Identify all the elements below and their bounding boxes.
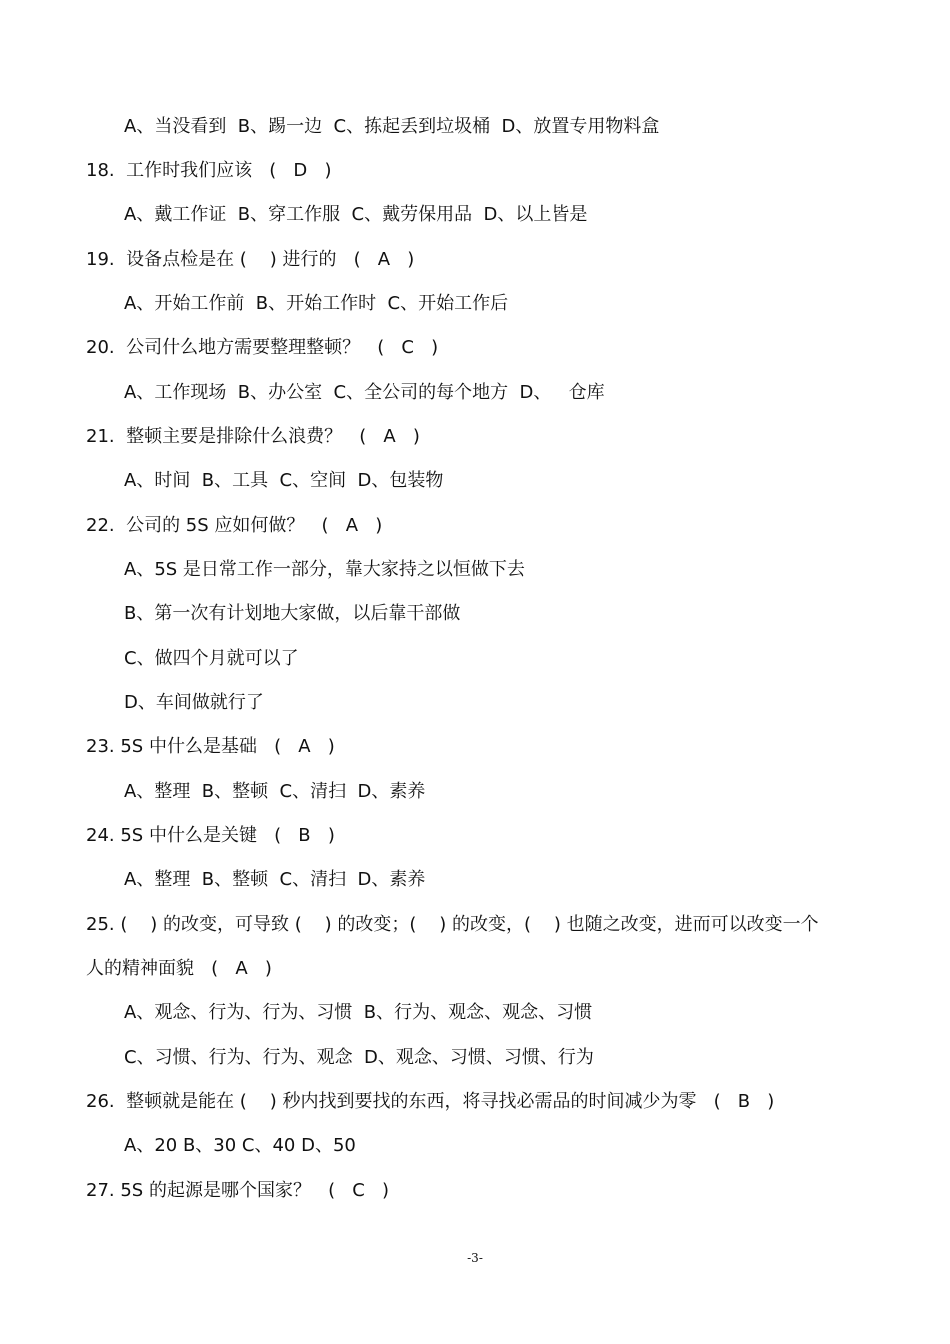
question-27: 27. 5S 的起源是哪个国家？ ( C ) [86, 1180, 390, 1201]
question-22: 22. 公司的 5S 应如何做？ ( A ) [86, 515, 383, 536]
question-17-options: A、当没看到 B、踢一边 C、拣起丢到垃圾桶 D、放置专用物料盒 [124, 116, 660, 137]
question-24: 24. 5S 中什么是关键 ( B ) [86, 825, 335, 846]
question-18: 18. 工作时我们应该 ( D ) [86, 160, 332, 181]
question-23: 23. 5S 中什么是基础 ( A ) [86, 736, 335, 757]
question-20: 20. 公司什么地方需要整理整顿？ ( C ) [86, 337, 439, 358]
question-19-options: A、开始工作前 B、开始工作时 C、开始工作后 [124, 293, 509, 314]
question-22-option-a: A、5S 是日常工作一部分，靠大家持之以恒做下去 [124, 559, 525, 580]
question-22-option-b: B、第一次有计划地大家做，以后靠干部做 [124, 603, 461, 624]
page-number: -3- [467, 1251, 483, 1265]
question-23-options: A、整理 B、整顿 C、清扫 D、素养 [124, 781, 426, 802]
question-21: 21. 整顿主要是排除什么浪费？ ( A ) [86, 426, 420, 447]
question-19: 19. 设备点检是在 ( ) 进行的 ( A ) [86, 249, 415, 270]
question-25-options-ab: A、观念、行为、行为、习惯 B、行为、观念、观念、习惯 [124, 1002, 593, 1023]
question-25: 25. ( ) 的改变，可导致 ( ) 的改变；( ) 的改变，( ) 也随之改变，进而可以改变一个 [86, 914, 819, 935]
question-25-options-cd: C、习惯、行为、行为、观念 D、观念、习惯、习惯、行为 [124, 1047, 594, 1068]
question-22-option-c: C、做四个月就可以了 [124, 648, 299, 669]
question-26: 26. 整顿就是能在 ( ) 秒内找到要找的东西，将寻找必需品的时间减少为零 ( B ) [86, 1091, 775, 1112]
question-20-options: A、工作现场 B、办公室 C、全公司的每个地方 D、 仓库 [124, 382, 605, 403]
question-21-options: A、时间 B、工具 C、空间 D、包装物 [124, 470, 444, 491]
question-25-continuation: 人的精神面貌 ( A ) [86, 958, 272, 979]
question-26-options: A、20 B、30 C、40 D、50 [124, 1135, 356, 1156]
question-18-options: A、戴工作证 B、穿工作服 C、戴劳保用品 D、以上皆是 [124, 204, 588, 225]
question-24-options: A、整理 B、整顿 C、清扫 D、素养 [124, 869, 426, 890]
question-22-option-d: D、车间做就行了 [124, 692, 264, 713]
